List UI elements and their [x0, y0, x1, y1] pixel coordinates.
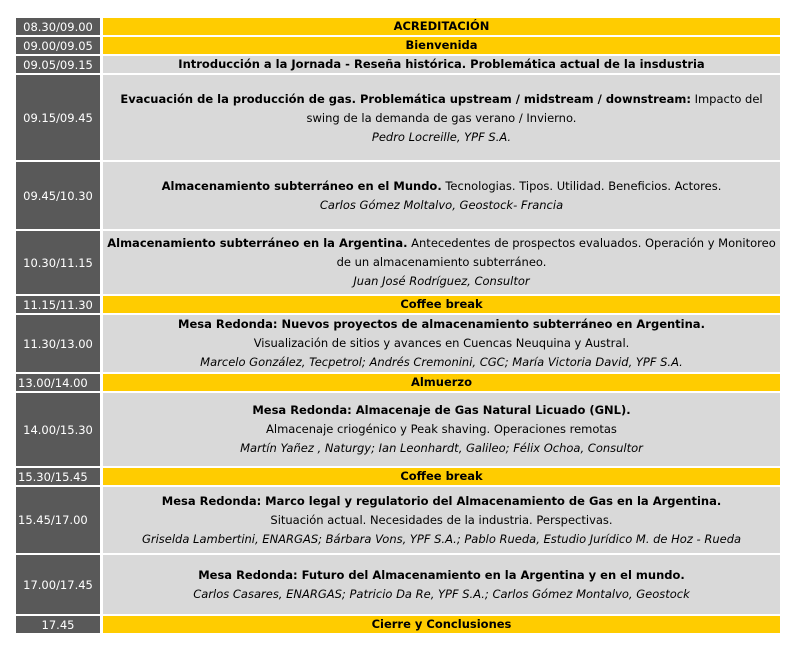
time-cell: 09.45/10.30	[16, 162, 100, 229]
session-title: Almacenamiento subterráneo en la Argentina.	[107, 236, 408, 250]
session-title: Cierre y Conclusiones	[371, 617, 512, 631]
session-cell	[103, 18, 780, 35]
session-title: Almacenamiento subterráneo en el Mundo.	[161, 178, 442, 193]
time-cell: 09.15/09.45	[16, 75, 100, 160]
session-title: Mesa Redonda: Nuevos proyectos de almacenamiento subterráneo en Argentina.	[178, 317, 705, 331]
session-speakers: Martín Yañez , Naturgy; Ian Leonhardt, Galileo; Félix Ochoa, Consultor	[240, 441, 643, 455]
session-speakers: Marcelo González, Tecpetrol; Andrés Cremonini, CGC; María Victoria David, YPF S.A.	[200, 355, 683, 369]
session-cell	[103, 296, 780, 313]
agenda-row	[16, 37, 780, 54]
session-cell	[103, 468, 780, 485]
agenda-row	[16, 315, 780, 372]
agenda-row	[16, 75, 780, 160]
session-description: Antecedentes de prospectos evaluados. Operación y Monitoreo de un almacenamiento subterráneo.	[336, 236, 776, 269]
time-cell: 11.15/11.30	[16, 296, 100, 313]
agenda-row	[16, 616, 780, 633]
session-title: Mesa Redonda: Almacenaje de Gas Natural Licuado (GNL).	[252, 403, 631, 417]
session-cell	[103, 555, 780, 614]
session-cell	[103, 75, 780, 160]
session-description: Impacto del swing de la demanda de gas verano / Invierno.	[306, 92, 763, 125]
session-cell	[103, 231, 780, 294]
session-title: Bienvenida	[405, 38, 478, 52]
time-cell: 09.00/09.05	[16, 37, 100, 54]
time-cell: 13.00/14.00	[16, 374, 100, 391]
session-title: Mesa Redonda: Futuro del Almacenamiento en la Argentina y en el mundo.	[198, 567, 685, 582]
time-cell: 17.45	[16, 616, 100, 633]
session-cell	[103, 56, 780, 73]
session-speakers: Carlos Casares, ENARGAS; Patricio Da Re, YPF S.A.; Carlos Gómez Montalvo, Geostock	[193, 586, 690, 601]
time-cell: 15.30/15.45	[16, 468, 100, 485]
agenda-row	[16, 296, 780, 313]
agenda-row	[16, 555, 780, 614]
time-cell: 14.00/15.30	[16, 393, 100, 466]
session-title: ACREDITACIÓN	[393, 19, 490, 33]
session-cell	[103, 37, 780, 54]
session-title: Coffee break	[400, 297, 483, 311]
session-description: Visualización de sitios y avances en Cuencas Neuquina y Austral.	[253, 336, 630, 350]
agenda-row	[16, 231, 780, 294]
time-cell: 15.45/17.00	[16, 487, 100, 553]
session-speakers: Juan José Rodríguez, Consultor	[353, 274, 530, 288]
agenda-row	[16, 468, 780, 485]
session-title: Evacuación de la producción de gas. Problemática upstream / midstream / downstream:	[120, 92, 691, 106]
session-speakers: Carlos Gómez Moltalvo, Geostock- Francia	[319, 197, 564, 212]
agenda-row	[16, 374, 780, 391]
time-cell: 17.00/17.45	[16, 555, 100, 614]
session-title: Coffee break	[400, 469, 483, 483]
agenda-row	[16, 487, 780, 553]
session-cell	[103, 162, 780, 229]
agenda-row	[16, 56, 780, 73]
session-description: Situación actual. Necesidades de la industria. Perspectivas.	[270, 512, 613, 527]
session-cell	[103, 487, 780, 553]
time-cell: 10.30/11.15	[16, 231, 100, 294]
time-cell: 09.05/09.15	[16, 56, 100, 73]
session-speakers: Griselda Lambertini, ENARGAS; Bárbara Vons, YPF S.A.; Pablo Rueda, Estudio Jurídico M. de Hoz - Rueda	[141, 531, 742, 546]
session-cell	[103, 393, 780, 466]
agenda-table	[16, 18, 780, 635]
agenda-row	[16, 162, 780, 229]
session-title: Introducción a la Jornada - Reseña histórica. Problemática actual de la insdustria	[178, 57, 705, 71]
session-cell	[103, 616, 780, 633]
session-speakers: Pedro Locreille, YPF S.A.	[371, 130, 512, 144]
session-cell	[103, 374, 780, 391]
time-cell: 11.30/13.00	[16, 315, 100, 372]
session-cell	[103, 315, 780, 372]
session-description: Tecnologias. Tipos. Utilidad. Beneficios. Actores.	[445, 178, 722, 193]
session-title: Mesa Redonda: Marco legal y regulatorio del Almacenamiento de Gas en la Argentina.	[161, 493, 722, 508]
agenda-row	[16, 18, 780, 35]
agenda-row	[16, 393, 780, 466]
session-title: Almuerzo	[410, 375, 473, 389]
time-cell: 08.30/09.00	[16, 18, 100, 35]
session-description: Almacenaje criogénico y Peak shaving. Operaciones remotas	[266, 422, 617, 436]
